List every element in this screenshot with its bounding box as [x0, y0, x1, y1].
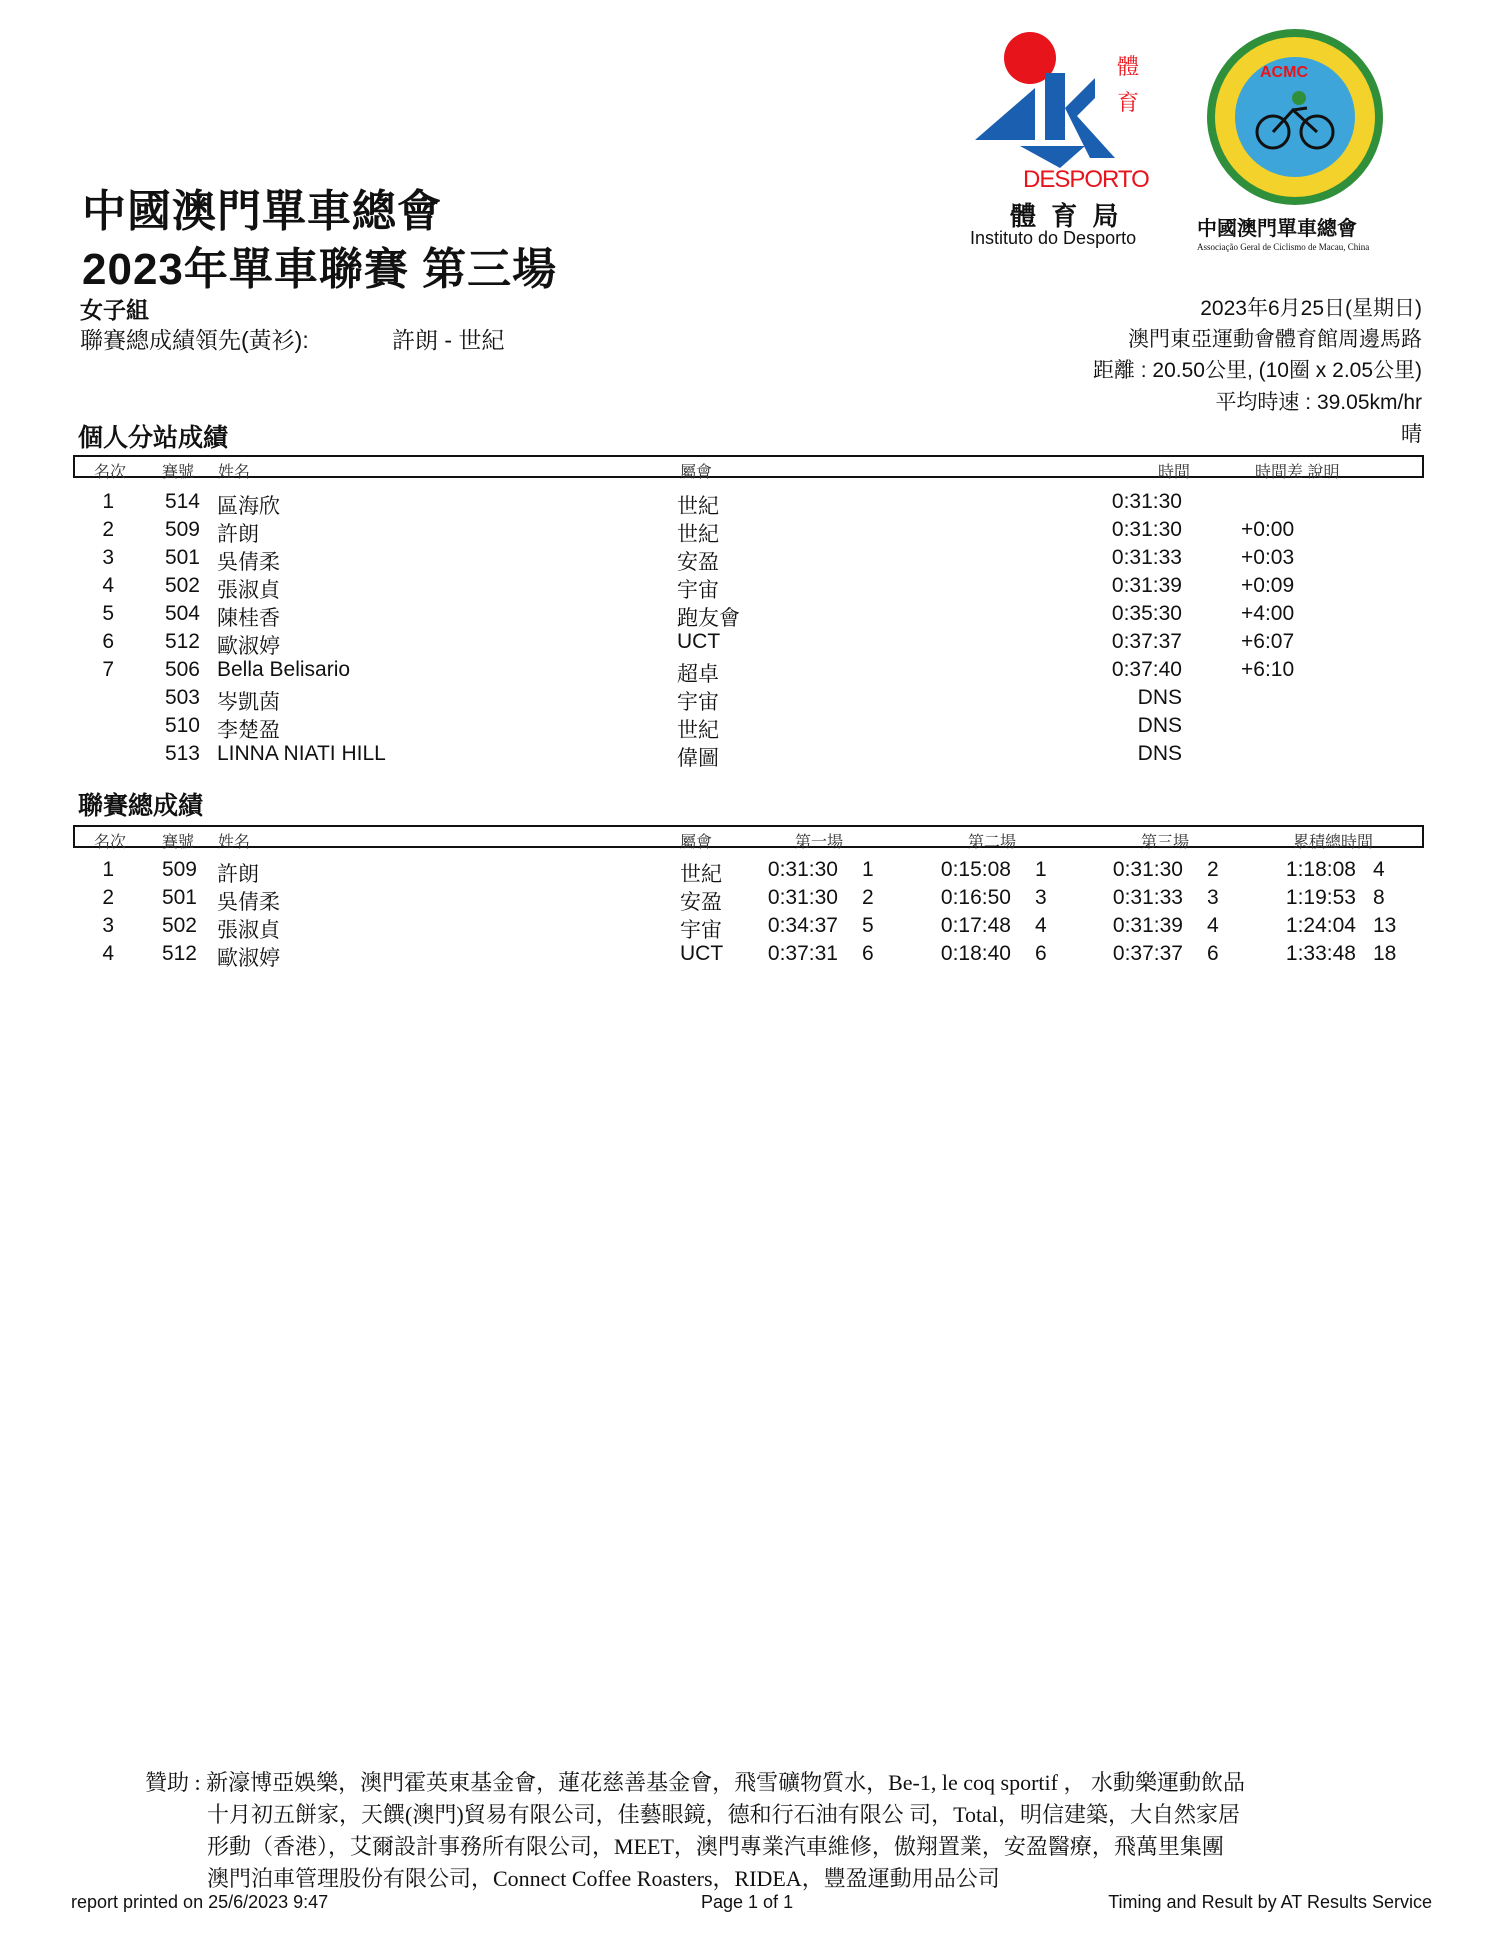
round3-pos-cell: 4: [1207, 914, 1219, 937]
time-cell: 0:31:39: [1111, 574, 1182, 597]
total-time-cell: 1:19:53: [1285, 886, 1356, 909]
team-cell: UCT: [680, 942, 724, 965]
total-points-cell: 4: [1373, 858, 1385, 881]
desporto-logo: [965, 28, 1165, 258]
stage-row: [0, 574, 1500, 602]
stage-header-rank: 名次: [94, 464, 127, 481]
stage-row: [0, 490, 1500, 518]
overall-header-bib: 賽號: [162, 834, 195, 851]
stage-section-title: 個人分站成績: [78, 424, 229, 452]
round1-time-cell: 0:31:30: [767, 858, 838, 881]
team-cell: 宇宙: [680, 919, 722, 942]
bib-cell: 501: [164, 546, 200, 569]
overall-header-team: 屬會: [680, 834, 713, 851]
rank-cell: 5: [102, 602, 114, 625]
sponsor-line-3: 形動（香港），艾爾設計事務所有限公司，MEET，澳門專業汽車維修，傲翔置業，安盈醫療，飛萬里集團: [207, 1834, 1224, 1859]
round1-pos-cell: 5: [862, 914, 874, 937]
rank-cell: 2: [102, 518, 114, 541]
round2-pos-cell: 6: [1035, 942, 1047, 965]
bib-cell: 501: [161, 886, 197, 909]
desporto-cn-name: 體 育 局: [1010, 201, 1123, 231]
event-title: 2023年單車聯賽 第三場: [82, 245, 558, 294]
rank-cell: 2: [102, 886, 114, 909]
round2-time-cell: 0:17:48: [940, 914, 1011, 937]
team-cell: 跑友會: [677, 607, 740, 630]
round2-pos-cell: 4: [1035, 914, 1047, 937]
event-venue: 澳門東亞運動會體育館周邊馬路: [1128, 328, 1422, 351]
stage-header-gap: 時間差 說明: [1255, 464, 1340, 481]
rank-cell: 4: [102, 942, 114, 965]
overall-table-header: [73, 825, 1424, 851]
stage-row: [0, 742, 1500, 770]
round3-pos-cell: 3: [1207, 886, 1219, 909]
rank-cell: 3: [102, 914, 114, 937]
team-cell: 世紀: [677, 523, 719, 546]
leader-label: 聯賽總成績領先(黃衫):: [80, 327, 309, 353]
round3-time-cell: 0:37:37: [1112, 942, 1183, 965]
event-weather: 晴: [1401, 423, 1422, 446]
stage-header-team: 屬會: [680, 464, 713, 481]
total-points-cell: 13: [1373, 914, 1397, 937]
bib-cell: 513: [164, 742, 200, 765]
overall-header-name: 姓名: [218, 834, 251, 851]
overall-header-total: 累積總時間: [1293, 834, 1374, 851]
gap-cell: +0:09: [1241, 574, 1295, 597]
sponsor-line-2: 十月初五餅家，天饌(澳門)貿易有限公司，佳藝眼鏡，德和行石油有限公 司，Total，明信建築，大自然家居: [207, 1802, 1241, 1827]
round3-pos-cell: 2: [1207, 858, 1219, 881]
name-cell: 歐淑婷: [217, 635, 280, 658]
round2-time-cell: 0:15:08: [940, 858, 1011, 881]
overall-header-rank: 名次: [94, 834, 127, 851]
time-cell: DNS: [1137, 686, 1182, 709]
time-cell: 0:31:30: [1111, 518, 1182, 541]
overall-row: [0, 886, 1500, 914]
footer-page: Page 1 of 1: [701, 1892, 794, 1912]
bib-cell: 512: [161, 942, 197, 965]
name-cell: 張淑貞: [217, 919, 280, 942]
team-cell: 超卓: [677, 663, 719, 686]
round1-pos-cell: 1: [862, 858, 874, 881]
stage-row: [0, 518, 1500, 546]
round3-time-cell: 0:31:30: [1112, 858, 1183, 881]
desporto-pt-name: Instituto do Desporto: [970, 228, 1137, 248]
bib-cell: 504: [164, 602, 200, 625]
rank-cell: 4: [102, 574, 114, 597]
total-points-cell: 8: [1373, 886, 1385, 909]
total-time-cell: 1:18:08: [1285, 858, 1356, 881]
gap-cell: +6:10: [1241, 658, 1295, 681]
time-cell: 0:35:30: [1111, 602, 1182, 625]
round2-pos-cell: 1: [1035, 858, 1047, 881]
stage-header-name: 姓名: [218, 464, 251, 481]
total-points-cell: 18: [1373, 942, 1397, 965]
stage-header-time: 時間: [1158, 464, 1191, 481]
stage-table-header: [73, 455, 1424, 481]
round1-time-cell: 0:31:30: [767, 886, 838, 909]
total-time-cell: 1:33:48: [1285, 942, 1356, 965]
round3-time-cell: 0:31:39: [1112, 914, 1183, 937]
team-cell: UCT: [677, 630, 721, 653]
overall-header-round1: 第一場: [795, 834, 844, 851]
team-cell: 宇宙: [677, 691, 719, 714]
event-distance: 距離 : 20.50公里, (10圈 x 2.05公里): [1092, 359, 1422, 382]
overall-row: [0, 914, 1500, 942]
team-cell: 宇宙: [677, 579, 719, 602]
round1-pos-cell: 6: [862, 942, 874, 965]
stage-row: [0, 546, 1500, 574]
team-cell: 世紀: [680, 863, 722, 886]
stage-row: [0, 686, 1500, 714]
round2-pos-cell: 3: [1035, 886, 1047, 909]
overall-row: [0, 858, 1500, 886]
time-cell: 0:37:40: [1111, 658, 1182, 681]
rank-cell: 7: [102, 658, 114, 681]
gap-cell: +4:00: [1241, 602, 1295, 625]
round3-pos-cell: 6: [1207, 942, 1219, 965]
time-cell: DNS: [1137, 714, 1182, 737]
time-cell: 0:37:37: [1111, 630, 1182, 653]
time-cell: 0:31:30: [1111, 490, 1182, 513]
bib-cell: 503: [164, 686, 200, 709]
stage-row: [0, 602, 1500, 630]
round1-pos-cell: 2: [862, 886, 874, 909]
leader-value: 許朗 - 世紀: [392, 327, 505, 353]
team-cell: 世紀: [677, 495, 719, 518]
round1-time-cell: 0:37:31: [767, 942, 838, 965]
name-cell: 陳桂香: [217, 607, 280, 630]
name-cell: 許朗: [217, 863, 259, 886]
bib-cell: 506: [164, 658, 200, 681]
desporto-char-1: 體: [1117, 54, 1140, 79]
stage-row: [0, 714, 1500, 742]
team-cell: 安盈: [677, 551, 719, 574]
acmc-logo: [1195, 22, 1395, 262]
footer-timing: Timing and Result by AT Results Service: [1108, 1892, 1432, 1912]
round3-time-cell: 0:31:33: [1112, 886, 1183, 909]
stage-row: [0, 658, 1500, 686]
name-cell: 吳倩柔: [217, 891, 280, 914]
bib-cell: 509: [164, 518, 200, 541]
desporto-char-2: 育: [1117, 90, 1140, 115]
name-cell: 區海欣: [217, 495, 280, 518]
bib-cell: 512: [164, 630, 200, 653]
team-cell: 安盈: [680, 891, 722, 914]
name-cell: 岑凱茵: [217, 691, 280, 714]
rank-cell: 6: [102, 630, 114, 653]
acmc-pt-name: Associação Geral de Ciclismo de Macau, China: [1197, 242, 1370, 252]
round1-time-cell: 0:34:37: [767, 914, 838, 937]
gap-cell: +6:07: [1241, 630, 1295, 653]
overall-section-title: 聯賽總成績: [78, 792, 204, 820]
gap-cell: +0:03: [1241, 546, 1295, 569]
category-label: 女子組: [80, 297, 149, 323]
name-cell: LINNA NIATI HILL: [217, 742, 386, 765]
team-cell: 世紀: [677, 719, 719, 742]
event-avg-speed: 平均時速 : 39.05km/hr: [1215, 391, 1422, 414]
acmc-badge-icon: [1195, 22, 1395, 222]
footer-printed: report printed on 25/6/2023 9:47: [71, 1892, 329, 1912]
stage-row: [0, 630, 1500, 658]
bib-cell: 502: [164, 574, 200, 597]
name-cell: 李楚盈: [217, 719, 280, 742]
gap-cell: +0:00: [1241, 518, 1295, 541]
name-cell: 歐淑婷: [217, 947, 280, 970]
time-cell: 0:31:33: [1111, 546, 1182, 569]
org-title: 中國澳門單車總會: [82, 187, 442, 236]
name-cell: 吳倩柔: [217, 551, 280, 574]
acmc-abbr: ACMC: [1260, 64, 1308, 81]
bib-cell: 509: [161, 858, 197, 881]
round2-time-cell: 0:16:50: [940, 886, 1011, 909]
name-cell: Bella Belisario: [217, 658, 351, 681]
team-cell: 偉圖: [677, 747, 719, 770]
event-date: 2023年6月25日(星期日): [1200, 297, 1422, 320]
round2-time-cell: 0:18:40: [940, 942, 1011, 965]
overall-row: [0, 942, 1500, 970]
time-cell: DNS: [1137, 742, 1182, 765]
bib-cell: 502: [161, 914, 197, 937]
stage-header-bib: 賽號: [162, 464, 195, 481]
desporto-wordmark: DESPORTO: [1023, 166, 1149, 193]
bib-cell: 510: [164, 714, 200, 737]
total-time-cell: 1:24:04: [1285, 914, 1356, 937]
bib-cell: 514: [164, 490, 200, 513]
overall-header-round2: 第二場: [968, 834, 1017, 851]
name-cell: 許朗: [217, 523, 259, 546]
rank-cell: 3: [102, 546, 114, 569]
rank-cell: 1: [102, 490, 114, 513]
rank-cell: 1: [102, 858, 114, 881]
acmc-cn-name: 中國澳門單車總會: [1197, 218, 1357, 240]
sponsor-line-1: 贊助 : 新濠博亞娛樂，澳門霍英東基金會，蓮花慈善基金會，飛雪礦物質水，Be-1, le coq sportif ， 水動樂運動飲品: [145, 1770, 1245, 1795]
overall-header-round3: 第三場: [1141, 834, 1190, 851]
sponsor-line-4: 澳門泊車管理股份有限公司，Connect Coffee Roasters，RIDEA，豐盈運動用品公司: [207, 1866, 1000, 1891]
name-cell: 張淑貞: [217, 579, 280, 602]
